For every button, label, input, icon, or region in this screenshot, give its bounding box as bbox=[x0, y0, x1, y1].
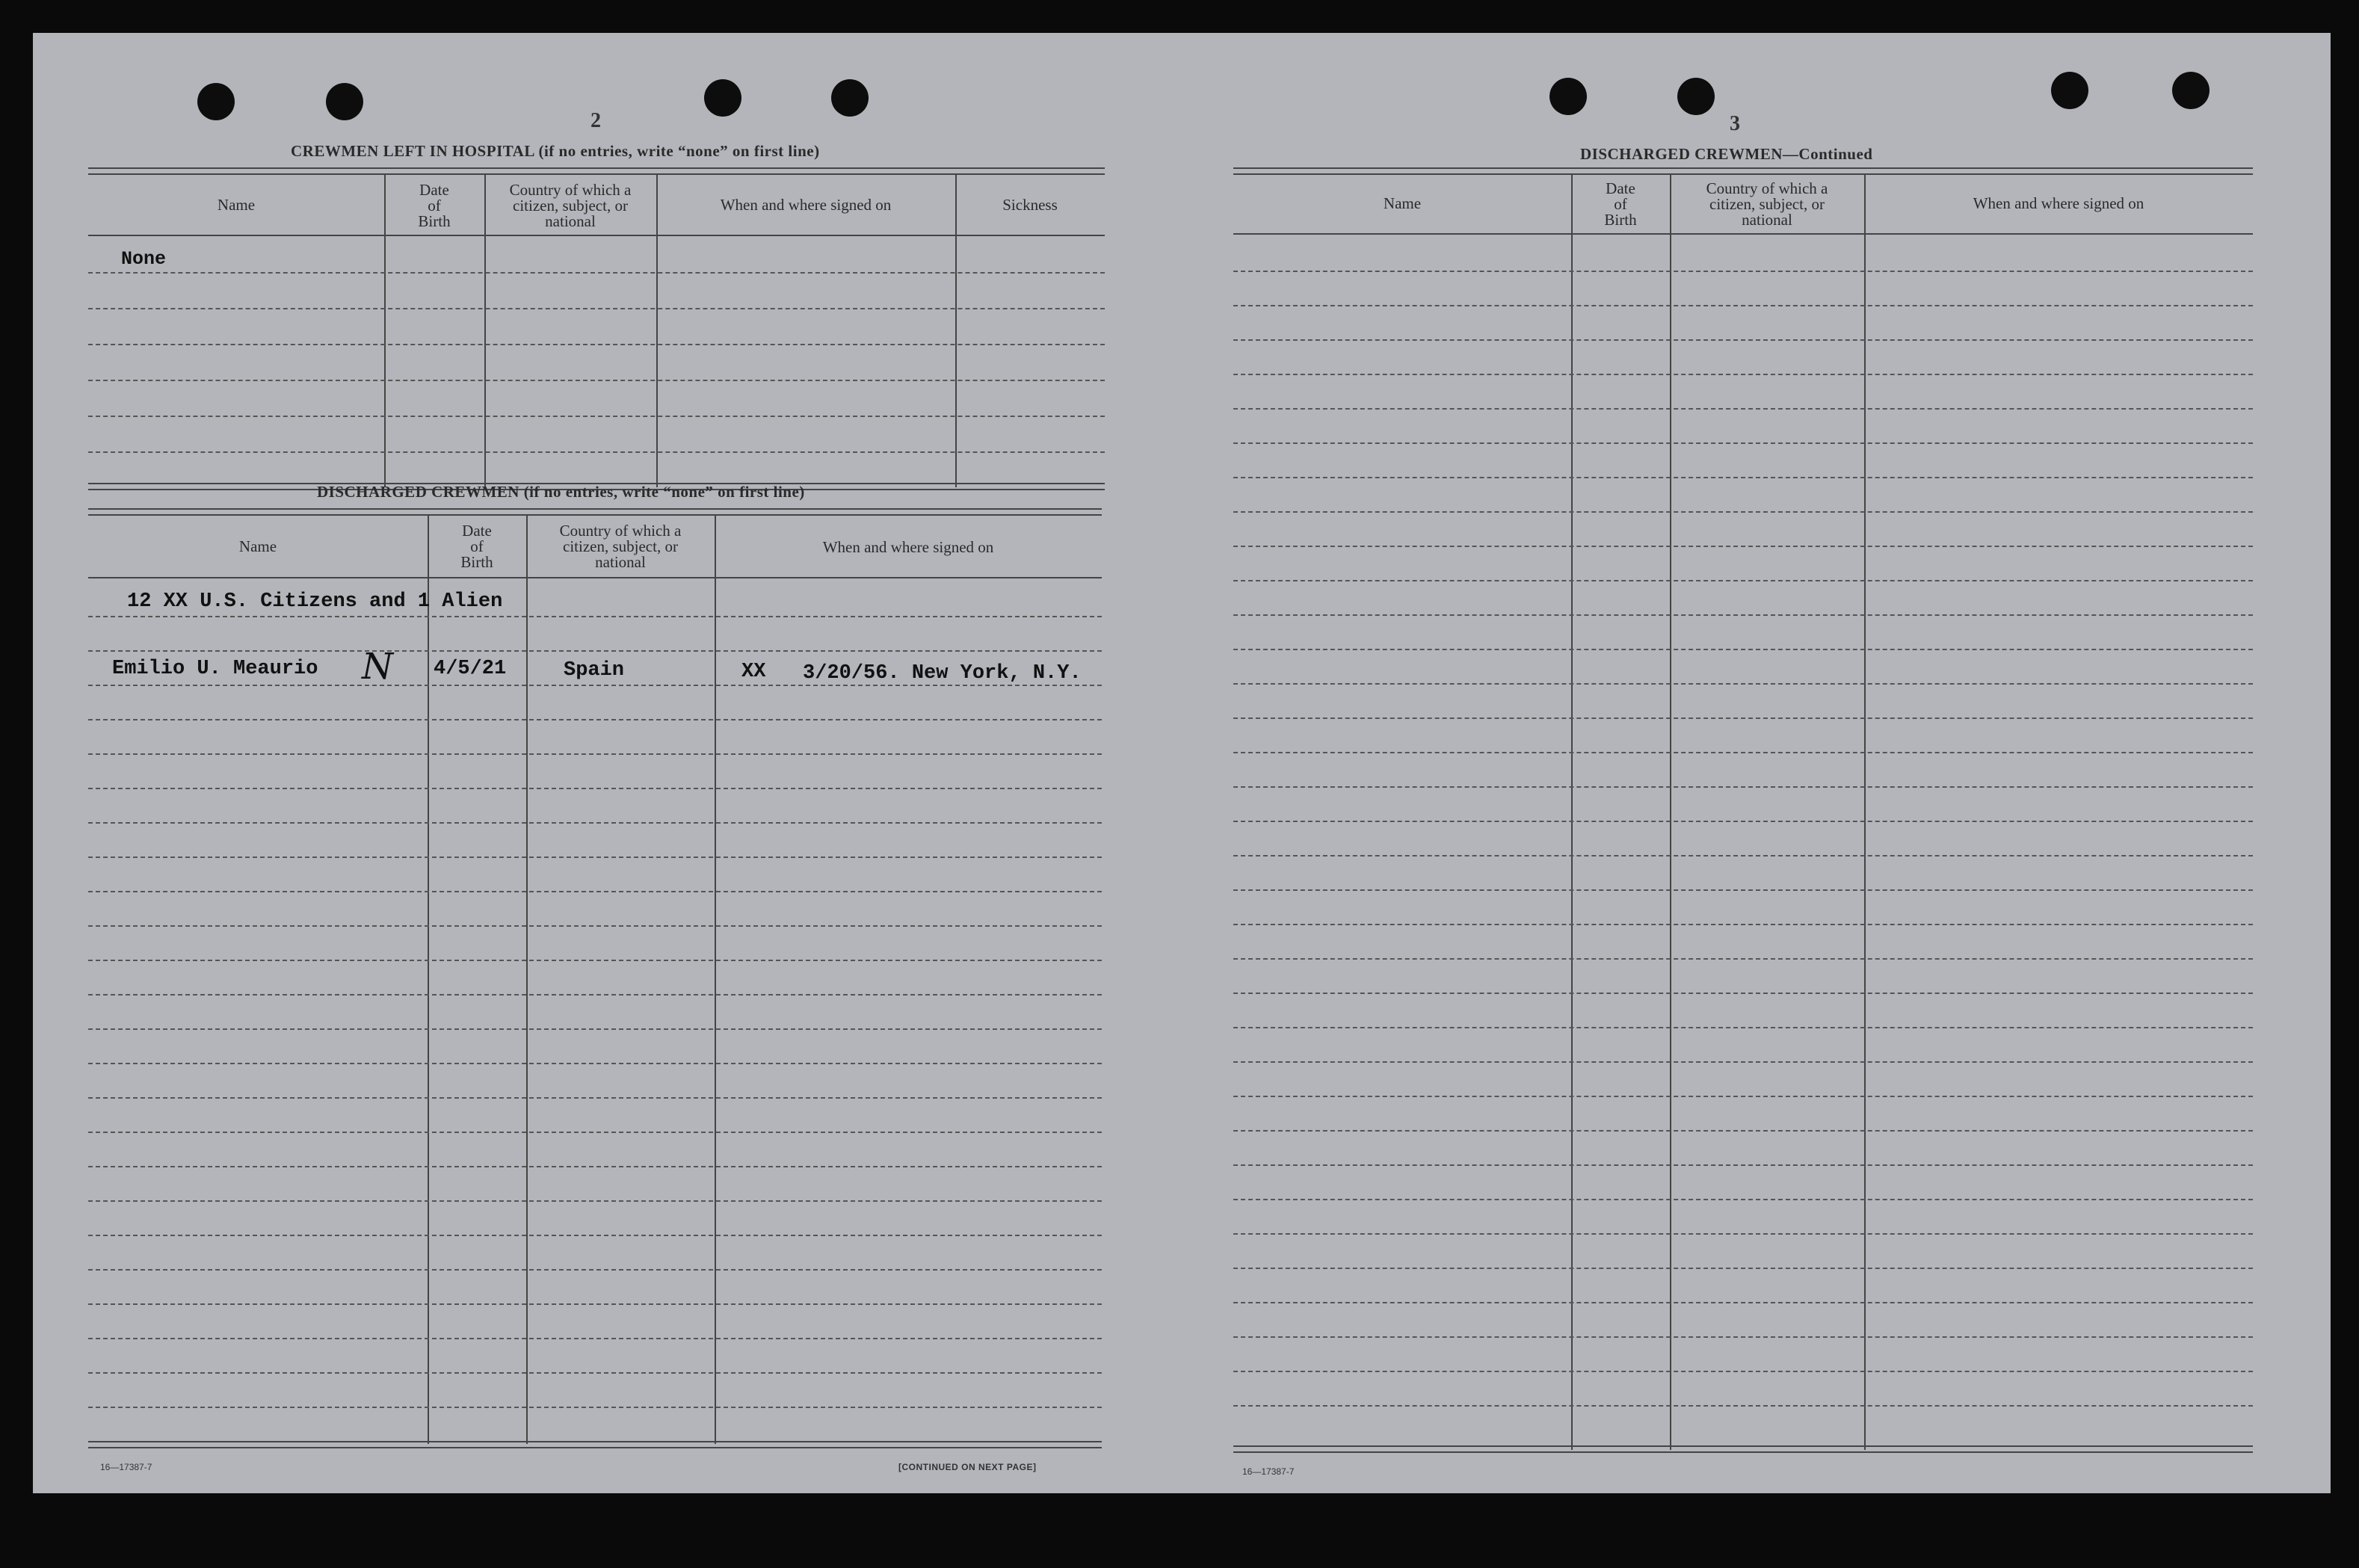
column-header-sickness: Sickness bbox=[1002, 196, 1058, 214]
crewman-signed-on: 3/20/56. New York, N.Y. bbox=[803, 662, 1082, 685]
column-header-signed-on: When and where signed on bbox=[720, 196, 892, 214]
discharged-section-instruction: (if no entries, write “none” on first line) bbox=[523, 483, 805, 501]
column-header-signed-on: When and where signed on bbox=[1973, 194, 2144, 212]
punch-hole bbox=[704, 79, 741, 117]
punch-hole bbox=[1677, 78, 1715, 115]
column-header-country: Country of which a citizen, subject, or national bbox=[509, 181, 632, 230]
column-header-date-of-birth: Date of Birth bbox=[460, 522, 493, 571]
discharged-section-title: DISCHARGED CREWMEN bbox=[317, 483, 519, 501]
form-number: 16—17387-7 bbox=[100, 1462, 152, 1472]
summary-line: 12 XX U.S. Citizens and 1 Alien bbox=[127, 590, 503, 613]
discharged-continued-heading: DISCHARGED CREWMEN—Continued bbox=[1580, 145, 1873, 163]
punch-hole bbox=[2051, 72, 2088, 109]
crewman-country: Spain bbox=[564, 659, 625, 682]
page-number: 2 bbox=[590, 109, 601, 132]
form-number: 16—17387-7 bbox=[1242, 1466, 1295, 1477]
crewman-name: Emilio U. Meaurio bbox=[112, 658, 318, 680]
column-header-country: Country of which a citizen, subject, or national bbox=[1706, 179, 1828, 229]
continued-note: [CONTINUED ON NEXT PAGE] bbox=[898, 1462, 1037, 1472]
signed-on-mark: XX bbox=[741, 661, 766, 683]
punch-hole bbox=[1549, 78, 1587, 115]
punch-hole bbox=[2172, 72, 2210, 109]
column-header-signed-on: When and where signed on bbox=[822, 538, 994, 556]
column-header-date-of-birth: Date of Birth bbox=[1604, 179, 1637, 229]
column-header-date-of-birth: Date of Birth bbox=[418, 181, 451, 230]
page-number: 3 bbox=[1730, 112, 1740, 135]
punch-hole bbox=[326, 83, 363, 120]
discharged-section-heading bbox=[317, 483, 805, 501]
column-header-name: Name bbox=[217, 196, 256, 214]
hospital-section-heading bbox=[291, 142, 820, 161]
column-header-name: Name bbox=[238, 537, 277, 555]
column-header-name: Name bbox=[1383, 194, 1422, 212]
punch-hole bbox=[197, 83, 235, 120]
hospital-entry-none: None bbox=[121, 248, 167, 270]
hospital-section-instruction: (if no entries, write “none” on first line) bbox=[538, 142, 820, 160]
punch-hole bbox=[831, 79, 869, 117]
hospital-section-title: CREWMEN LEFT IN HOSPITAL bbox=[291, 142, 534, 160]
alien-mark: N bbox=[362, 646, 393, 688]
column-header-country: Country of which a citizen, subject, or national bbox=[559, 522, 682, 571]
crewman-date-of-birth: 4/5/21 bbox=[434, 658, 507, 680]
document-sheet bbox=[33, 33, 2331, 1493]
